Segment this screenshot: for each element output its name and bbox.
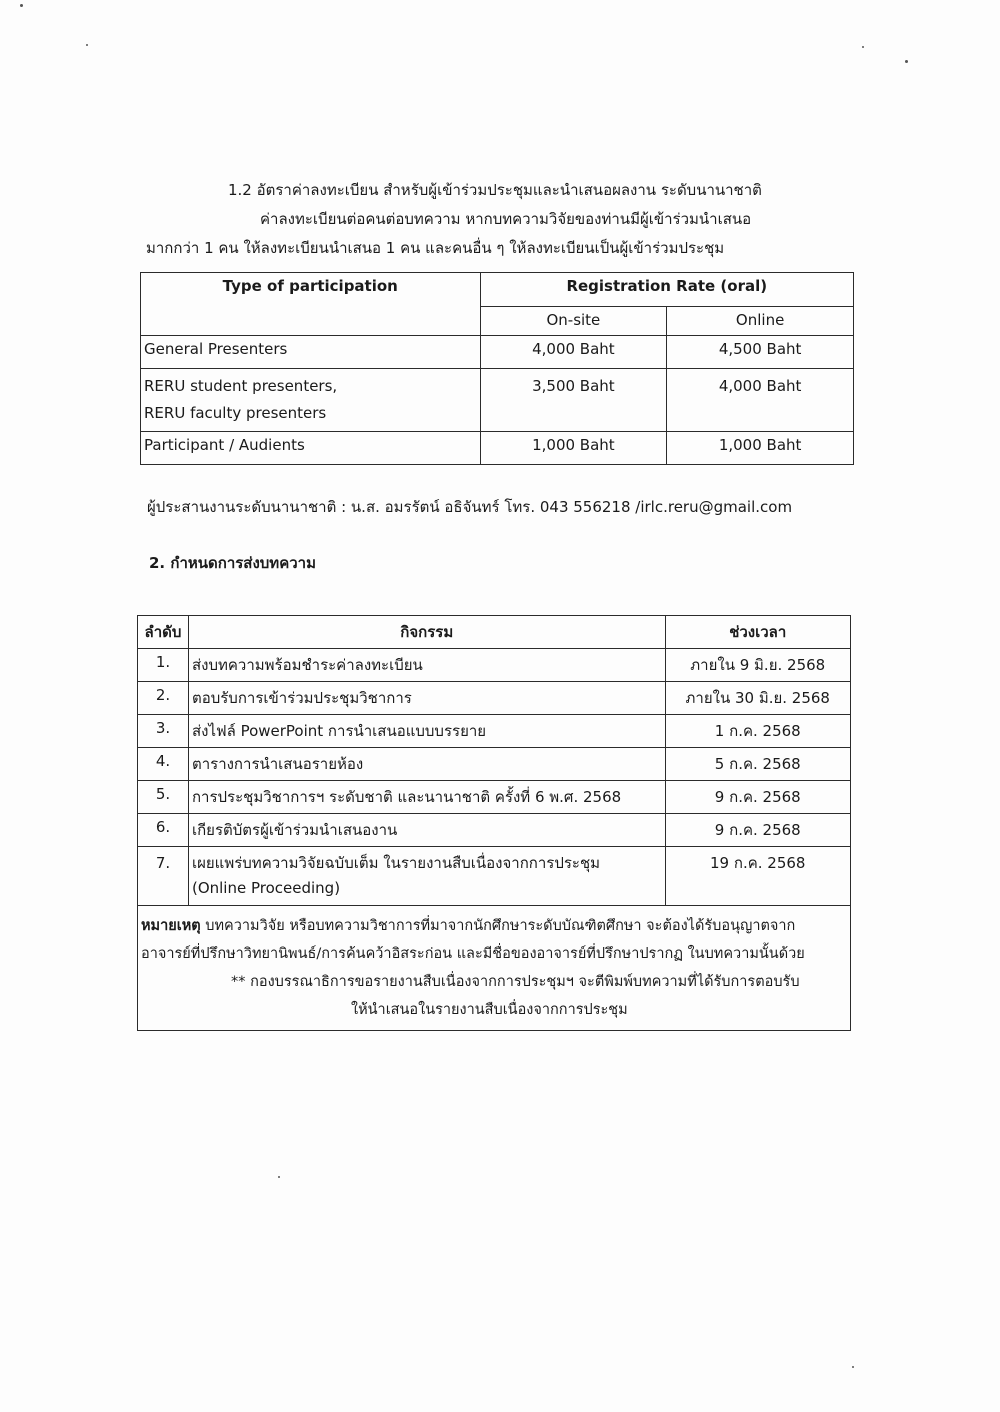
header-type-of-participation: Type of participation xyxy=(141,273,481,336)
row-period: 9 ก.ค. 2568 xyxy=(665,781,851,814)
note-text-1: บทความวิจัย หรือบทความวิชาการที่มาจากนักศึกษาระดับบัณฑิตศึกษา จะต้องได้รับอนุญาตจาก xyxy=(200,918,796,934)
online-rate: 4,000 Baht xyxy=(667,369,854,432)
note-line-2: อาจารย์ที่ปรึกษาวิทยานิพนธ์/การค้นคว้าอิสระก่อน และมีชื่อของอาจารย์ที่ปรึกษาปรากฏ ในบทความนั้นด้วย xyxy=(141,946,805,962)
table-row xyxy=(141,432,854,465)
row-period: 9 ก.ค. 2568 xyxy=(665,814,851,847)
intro-line-1: 1.2 อัตราค่าลงทะเบียน สำหรับผู้เข้าร่วมประชุมและนำเสนอผลงาน ระดับนานาชาติ xyxy=(228,181,762,199)
note-row xyxy=(138,906,851,1031)
table-row xyxy=(138,715,851,748)
registration-rate-table xyxy=(140,272,854,465)
table-row xyxy=(138,748,851,781)
participation-type xyxy=(141,369,481,432)
online-rate: 4,500 Baht xyxy=(667,336,854,369)
note-line-3: ** กองบรรณาธิการขอรายงานสืบเนื่องจากการประชุมฯ จะตีพิมพ์บทความที่ได้รับการตอบรับ xyxy=(231,974,800,990)
header-online: Online xyxy=(667,307,854,336)
note-cell xyxy=(138,906,851,1031)
table-row xyxy=(138,682,851,715)
scan-speck xyxy=(852,1366,854,1368)
table-row xyxy=(141,336,854,369)
table-row xyxy=(141,369,854,432)
intro-line-3: มากกว่า 1 คน ให้ลงทะเบียนนำเสนอ 1 คน และคนอื่น ๆ ให้ลงทะเบียนเป็นผู้เข้าร่วมประชุม xyxy=(146,239,725,257)
table-row xyxy=(138,781,851,814)
header-no: ลำดับ xyxy=(138,616,189,649)
table-row xyxy=(138,814,851,847)
scan-speck xyxy=(862,46,864,48)
row-activity-line-2: (Online Proceeding) xyxy=(191,879,341,897)
table-row xyxy=(138,649,851,682)
row-activity: ส่งบทความพร้อมชำระค่าลงทะเบียน xyxy=(188,649,665,682)
row-no: 7. xyxy=(138,847,189,906)
online-rate: 1,000 Baht xyxy=(667,432,854,465)
onsite-rate: 3,500 Baht xyxy=(480,369,667,432)
note-label: หมายเหตุ xyxy=(141,918,201,934)
note-line-1 xyxy=(141,912,847,940)
row-activity: ตารางการนำเสนอรายห้อง xyxy=(188,748,665,781)
row-no: 5. xyxy=(138,781,189,814)
scan-speck xyxy=(278,1176,280,1178)
row-activity: การประชุมวิชาการฯ ระดับชาติ และนานาชาติ ครั้งที่ 6 พ.ศ. 2568 xyxy=(188,781,665,814)
row-activity: เกียรติบัตรผู้เข้าร่วมนำเสนองาน xyxy=(188,814,665,847)
international-coordinator: ผู้ประสานงานระดับนานาชาติ : น.ส. อมรรัตน์ อธิจันทร์ โทร. 043 556218 /irlc.reru@gmail.com xyxy=(147,498,793,516)
table-row xyxy=(138,847,851,906)
scan-speck xyxy=(905,60,908,63)
participation-type-line-2: RERU faculty presenters xyxy=(144,404,327,422)
row-period: ภายใน 30 มิ.ย. 2568 xyxy=(665,682,851,715)
row-period: 1 ก.ค. 2568 xyxy=(665,715,851,748)
submission-schedule-table xyxy=(137,615,851,1031)
registration-intro xyxy=(140,176,860,263)
row-no: 3. xyxy=(138,715,189,748)
row-period: ภายใน 9 มิ.ย. 2568 xyxy=(665,649,851,682)
scan-speck xyxy=(20,4,23,7)
header-activity: กิจกรรม xyxy=(188,616,665,649)
table-header-row xyxy=(141,273,854,307)
onsite-rate: 4,000 Baht xyxy=(480,336,667,369)
note-line-4: ให้นำเสนอในรายงานสืบเนื่องจากการประชุม xyxy=(351,1002,628,1018)
intro-line-2: ค่าลงทะเบียนต่อคนต่อบทความ หากบทความวิจัยของท่านมีผู้เข้าร่วมนำเสนอ xyxy=(260,210,752,228)
scan-speck xyxy=(86,44,88,46)
section-2-title: 2. กำหนดการส่งบทความ xyxy=(149,554,316,572)
row-period: 5 ก.ค. 2568 xyxy=(665,748,851,781)
row-activity: ส่งไฟล์ PowerPoint การนำเสนอแบบบรรยาย xyxy=(188,715,665,748)
row-period: 19 ก.ค. 2568 xyxy=(665,847,851,906)
participation-type: General Presenters xyxy=(141,336,481,369)
row-no: 2. xyxy=(138,682,189,715)
header-registration-rate: Registration Rate (oral) xyxy=(480,273,853,307)
participation-type: Participant / Audients xyxy=(141,432,481,465)
row-no: 1. xyxy=(138,649,189,682)
row-no: 6. xyxy=(138,814,189,847)
row-no: 4. xyxy=(138,748,189,781)
onsite-rate: 1,000 Baht xyxy=(480,432,667,465)
row-activity-line-1: เผยแพร่บทความวิจัยฉบับเต็ม ในรายงานสืบเนื่องจากการประชุม xyxy=(191,854,601,872)
header-period: ช่วงเวลา xyxy=(665,616,851,649)
table-header-row xyxy=(138,616,851,649)
row-activity xyxy=(188,847,665,906)
participation-type-line-1: RERU student presenters, xyxy=(144,377,338,395)
header-onsite: On-site xyxy=(480,307,667,336)
row-activity: ตอบรับการเข้าร่วมประชุมวิชาการ xyxy=(188,682,665,715)
